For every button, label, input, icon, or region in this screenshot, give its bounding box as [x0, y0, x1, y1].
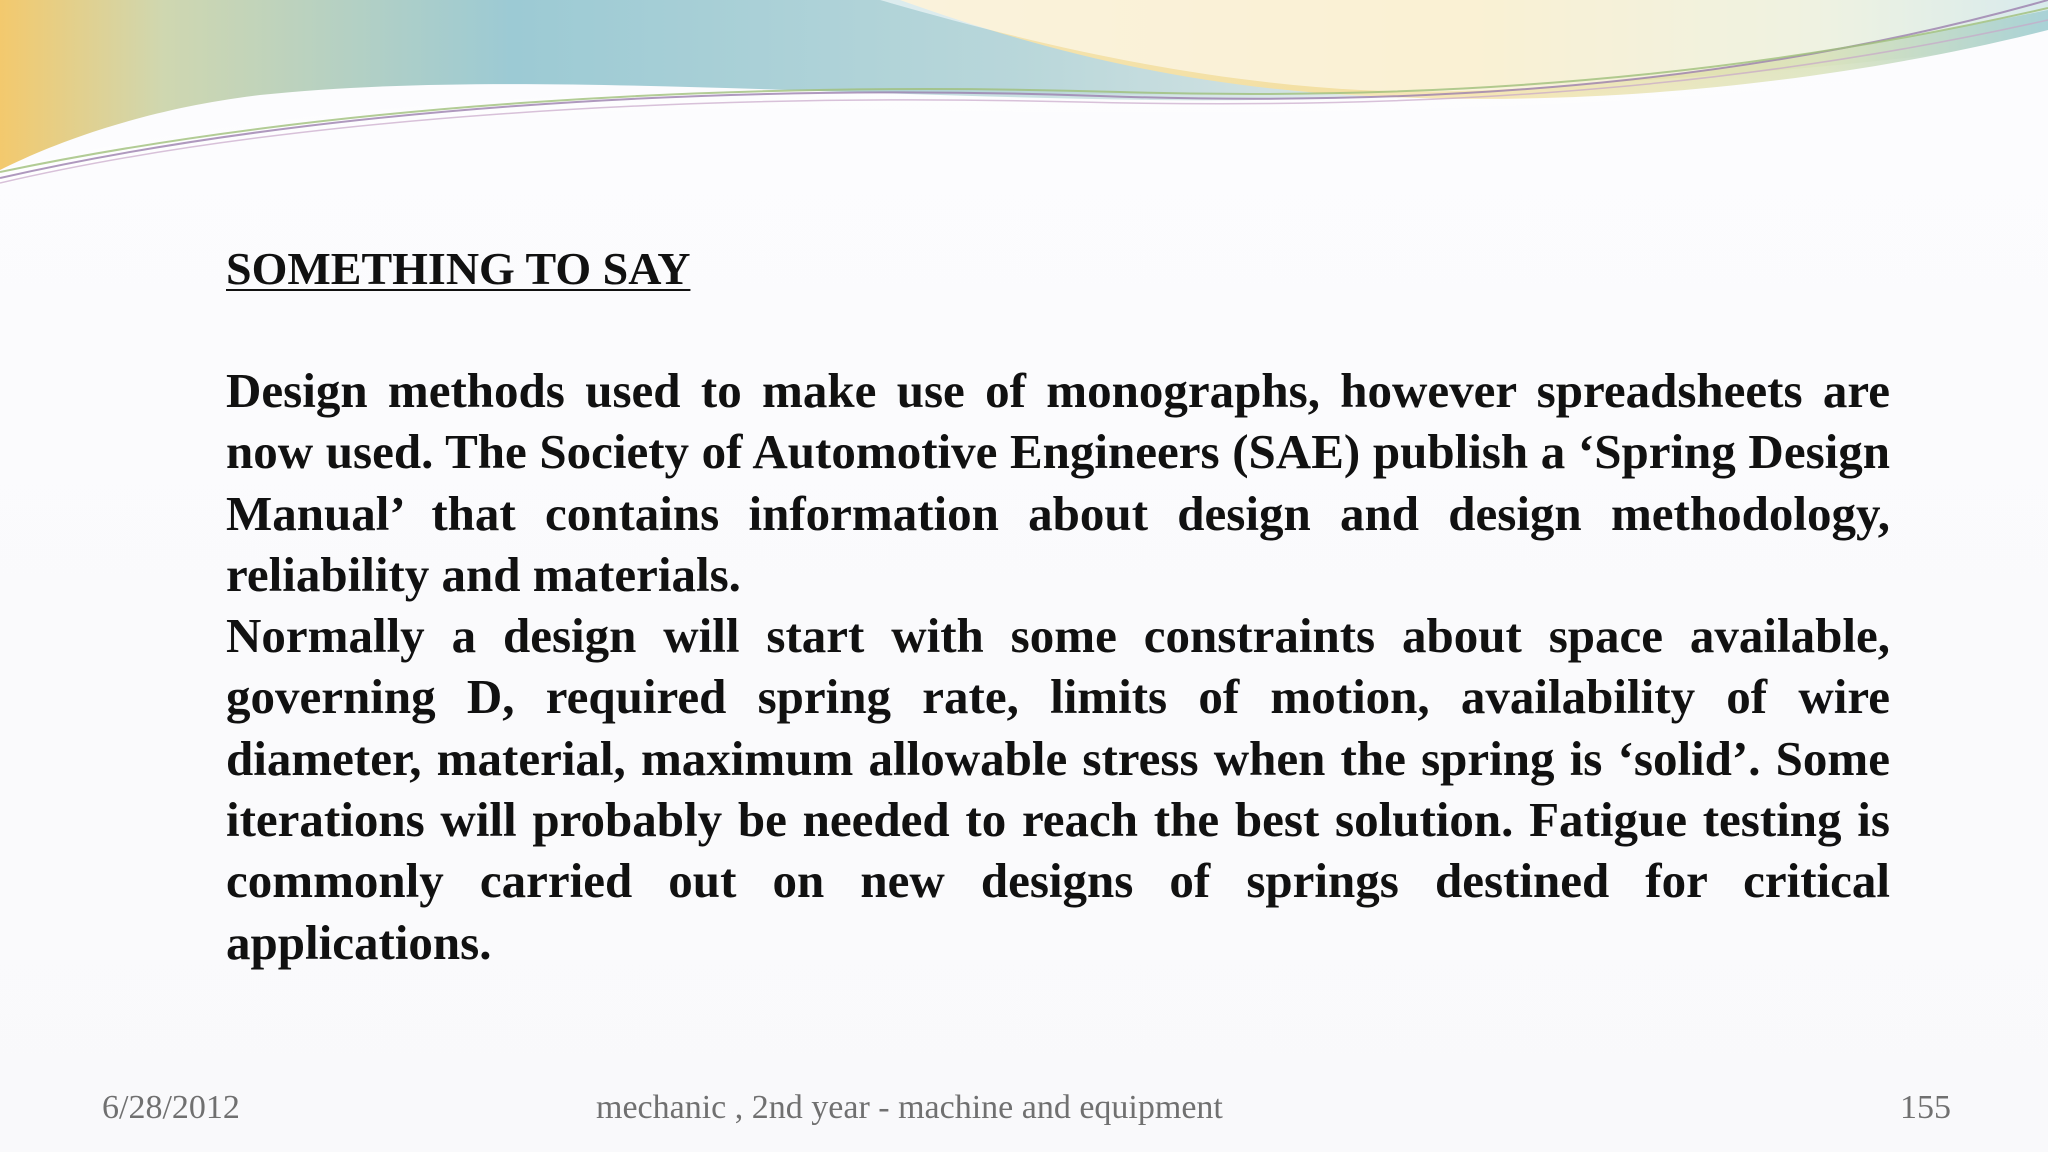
wave-decoration: [0, 0, 2048, 200]
slide-content: [226, 240, 1890, 973]
slide-number: 155: [1900, 1089, 1951, 1126]
slide-heading: SOMETHING TO SAY: [226, 243, 691, 294]
footer-date: 6/28/2012: [102, 1089, 240, 1126]
body-paragraph-2: Normally a design will start with some constraints about space available, governing D, required spring rate, limits of motion, availability of wire diameter, material, maximum allowable stress when the spring is ‘solid’. Some iterations will probably be needed to reach the best solution. Fatigue testing is commonly carried out on new designs of springs destined for critical applications.: [226, 608, 1890, 970]
footer-title: mechanic , 2nd year - machine and equipment: [596, 1089, 1223, 1126]
body-paragraph-1: Design methods used to make use of monographs, however spreadsheets are now used. The Society of Automotive Engineers (SAE) publish a ‘Spring Design Manual’ that contains information about design and design methodology, reliability and materials.: [226, 363, 1890, 602]
